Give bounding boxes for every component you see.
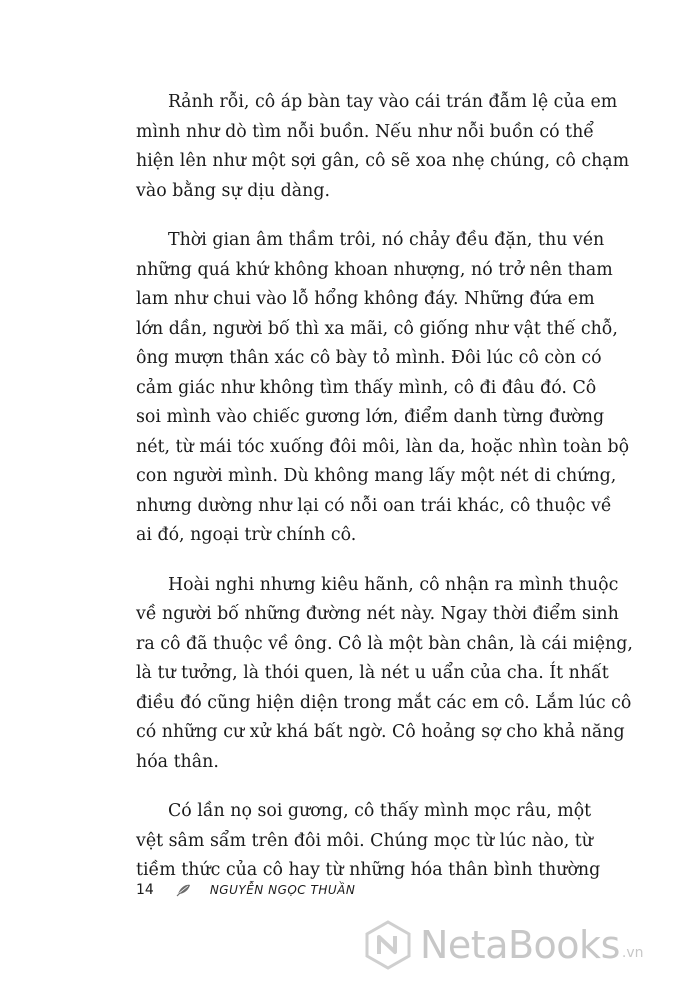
text-line: nhưng dường như lại có nỗi oan trái khác, cô thuộc về bbox=[136, 495, 612, 516]
text-line: Rảnh rỗi, cô áp bàn tay vào cái trán đẫm lệ của em bbox=[168, 92, 618, 112]
text-line: tiềm thức của cô hay từ những hóa thân bình thường bbox=[136, 860, 601, 880]
netabooks-logo-icon bbox=[362, 919, 414, 971]
paragraph-4 bbox=[136, 797, 601, 886]
text-line: ra cô đã thuộc về ông. Cô là một bàn chân, là cái miệng, bbox=[136, 633, 633, 654]
text-line: điều đó cũng hiện diện trong mắt các em cô. Lắm lúc cô bbox=[136, 692, 632, 713]
paragraph-2 bbox=[136, 226, 630, 551]
text-line: ông mượn thân xác cô bày tỏ mình. Đôi lúc cô còn có bbox=[136, 348, 602, 368]
page-number: 14 bbox=[136, 882, 154, 898]
text-line: có những cư xử khá bất ngờ. Cô hoảng sợ cho khả năng bbox=[136, 722, 625, 742]
text-line: Có lần nọ soi gương, cô thấy mình mọc râu, một bbox=[168, 801, 592, 821]
text-line: vệt sâm sẩm trên đôi môi. Chúng mọc từ lúc nào, từ bbox=[136, 830, 593, 851]
text-line: soi mình vào chiếc gương lớn, điểm danh từng đường bbox=[136, 407, 605, 427]
text-line: lam như chui vào lỗ hổng không đáy. Những đứa em bbox=[136, 289, 595, 309]
author-name: NGUYỄN NGỌC THUẦN bbox=[209, 883, 356, 897]
page-body bbox=[136, 88, 633, 906]
text-line: Thời gian âm thầm trôi, nó chảy đều đặn, thu vén bbox=[168, 230, 605, 250]
text-line: con người mình. Dù không mang lấy một nét di chứng, bbox=[136, 466, 617, 486]
text-line: hóa thân. bbox=[136, 751, 219, 772]
text-line: hiện lên như một sợi gân, cô sẽ xoa nhẹ chúng, cô chạm bbox=[136, 151, 630, 171]
leaf-icon bbox=[176, 882, 192, 898]
page-footer bbox=[136, 878, 355, 902]
text-line: vào bằng sự dịu dàng. bbox=[136, 180, 330, 201]
watermark bbox=[362, 915, 643, 975]
text-line: Hoài nghi nhưng kiêu hãnh, cô nhận ra mình thuộc bbox=[168, 574, 619, 595]
text-line: là tư tưởng, là thói quen, là nét u uẩn của cha. Ít nhất bbox=[136, 663, 609, 683]
text-line: ai đó, ngoại trừ chính cô. bbox=[136, 525, 357, 545]
text-line: nét, từ mái tóc xuống đôi môi, làn da, hoặc nhìn toàn bộ bbox=[136, 436, 630, 457]
paragraph-3 bbox=[136, 571, 633, 778]
paragraph-1 bbox=[136, 88, 630, 206]
text-line: những quá khứ không khoan nhượng, nó trở nên tham bbox=[136, 259, 613, 280]
text-line: cảm giác như không tìm thấy mình, cô đi đâu đó. Cô bbox=[136, 377, 597, 398]
watermark-suffix: .vn bbox=[621, 945, 644, 961]
text-line: lớn dần, người bố thì xa mãi, cô giống như vật thế chỗ, bbox=[136, 318, 618, 339]
watermark-brand: NetaBooks bbox=[420, 923, 620, 967]
text-line: về người bố những đường nét này. Ngay thời điểm sinh bbox=[136, 604, 619, 624]
text-line: mình như dò tìm nỗi buồn. Nếu như nỗi buồn có thể bbox=[136, 121, 594, 142]
